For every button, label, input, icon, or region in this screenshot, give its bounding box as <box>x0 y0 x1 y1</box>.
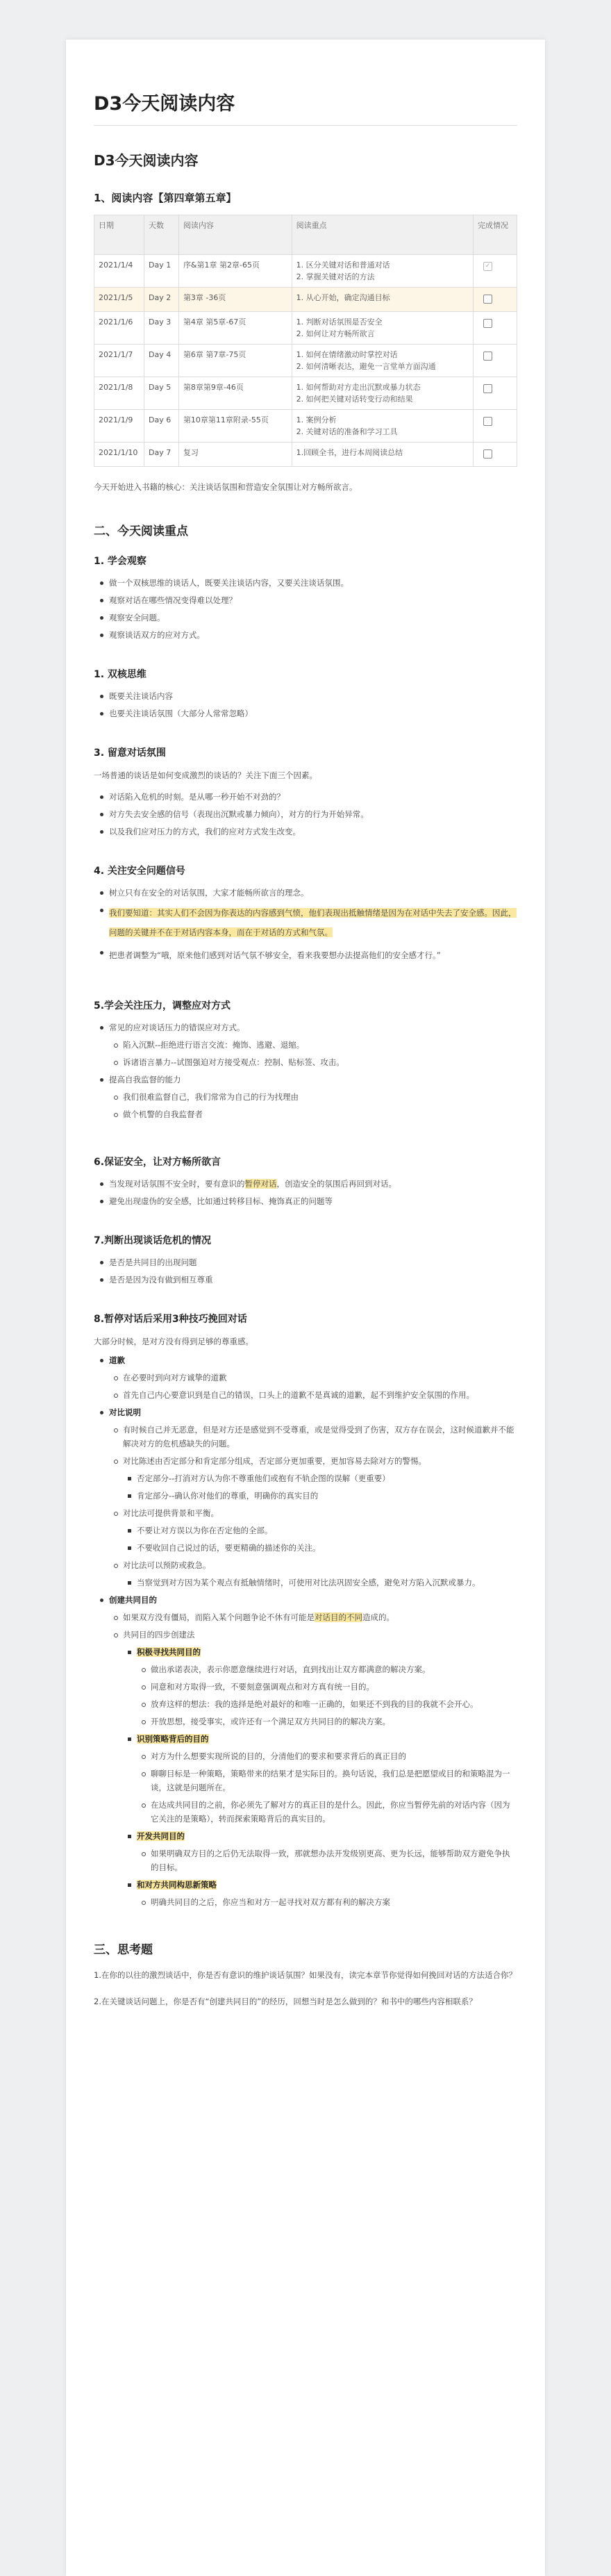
focus-line: 2. 掌握关键对话的方法 <box>296 272 375 281</box>
sub-list <box>109 1610 517 1909</box>
cell-date: 2021/1/6 <box>94 312 144 345</box>
cell-day: Day 1 <box>144 255 178 288</box>
step-item <box>137 1829 517 1874</box>
focus-line: 1. 如何帮助对方走出沉默或暴力状态 <box>296 383 421 392</box>
table-row <box>94 312 517 345</box>
apology-title: 道歉 <box>109 1355 125 1365</box>
point8-list <box>94 1353 517 1909</box>
checkbox[interactable] <box>483 449 492 459</box>
list-item <box>109 1405 517 1590</box>
focus-line: 2. 如何让对方畅所欲言 <box>296 329 375 338</box>
sub-sub-list <box>123 1576 517 1590</box>
checkbox[interactable] <box>483 319 492 328</box>
sub-list-item <box>123 1628 517 1909</box>
sub-sub-list-item: 不要让对方误以为你在否定他的全部。 <box>137 1524 517 1537</box>
step-title: 积极寻找共同目的 <box>137 1647 201 1657</box>
point3-list <box>94 790 517 839</box>
common-purpose-title: 创建共同目的 <box>109 1595 157 1605</box>
step-detail: 对方为什么想要实现所说的目的，分清他们的要求和要求背后的真正目的 <box>151 1749 517 1763</box>
list-item: 对话陷入危机的时刻。是从哪一秒开始不对劲的？ <box>109 790 517 804</box>
point8-heading: 8.暂停对话后采用3种技巧挽回对话 <box>94 1314 247 1325</box>
highlighted-text: 对话目的不同 <box>315 1612 362 1622</box>
sub-list <box>109 1423 517 1590</box>
document-content <box>94 40 517 2020</box>
sub-list-item <box>123 1610 517 1624</box>
focus-line: 1. 案例分析 <box>296 415 337 424</box>
cell-content: 第8章第9章-46页 <box>178 377 292 410</box>
sub-list-item: 陷入沉默--拒绝进行语言交流：掩饰、逃避、退缩。 <box>123 1038 517 1052</box>
sub-list-item <box>123 1558 517 1590</box>
cell-done <box>474 255 517 288</box>
table-row <box>94 345 517 377</box>
cell-content: 复习 <box>178 443 292 467</box>
step-detail: 开放思想，接受事实，或许还有一个满足双方共同目的的解决方案。 <box>151 1715 517 1728</box>
header-date: 日期 <box>94 215 144 255</box>
point7-list <box>94 1255 517 1287</box>
cell-focus <box>292 288 473 312</box>
list-item: 是否是共同目的出现问题 <box>109 1255 517 1269</box>
steps-list <box>123 1645 517 1909</box>
list-item: 既要关注谈话内容 <box>109 689 517 703</box>
point6-list <box>94 1177 517 1208</box>
sub-list-item: 首先自己内心要意识到是自己的错误，口头上的道歉不是真诚的道歉，起不到维护安全氛围的作用。 <box>123 1388 517 1402</box>
cell-content: 第10章第11章附录-55页 <box>178 410 292 443</box>
sub-list-item: 我们很难监督自己，我们常常为自己的行为找理由 <box>123 1090 517 1104</box>
step-detail: 明确共同目的之后，你应当和对方一起寻找对双方都有利的解决方案 <box>151 1895 517 1909</box>
list-item: 是否是因为没有做到相互尊重 <box>109 1273 517 1287</box>
header-focus: 阅读重点 <box>292 215 473 255</box>
cell-done <box>474 410 517 443</box>
focus-line: 2. 关键对话的准备和学习工具 <box>296 427 398 436</box>
highlighted-text: 暂停对话 <box>244 1179 277 1189</box>
focus-line: 1. 判断对话氛围是否安全 <box>296 317 383 327</box>
step-detail-list <box>137 1749 517 1826</box>
sub-list-text: 对比法可提供背景和平衡。 <box>123 1508 219 1518</box>
cell-date: 2021/1/4 <box>94 255 144 288</box>
sub-list-text: 共同目的四步创建法 <box>123 1630 195 1640</box>
sub-list-item: 有时候自己并无恶意，但是对方还是感觉到不受尊重，或是觉得受到了伤害，双方存在误会，这时候道歉并不能解决对方的危机感缺失的问题。 <box>123 1423 517 1451</box>
step-detail: 在达成共同目的之前，你必须先了解对方的真正目的是什么。因此，你应当暂停先前的对话内容（因为它关注的是策略），转而探索策略背后的真实目的。 <box>151 1798 517 1826</box>
step-title: 开发共同目的 <box>137 1831 185 1841</box>
point1-list <box>94 576 517 642</box>
point5-list <box>94 1021 517 1121</box>
checkbox-checked[interactable]: ✓ <box>483 262 492 271</box>
checkbox[interactable] <box>483 352 492 361</box>
point5-heading: 5.学会关注压力，调整应对方式 <box>94 1000 231 1012</box>
text-segment: 如果双方没有僵局，而陷入某个问题争论不休有可能是 <box>123 1612 315 1622</box>
list-item: 做一个双核思维的谈话人，既要关注谈话内容，又要关注谈话氛围。 <box>109 576 517 590</box>
step-detail-list <box>137 1847 517 1874</box>
cell-content: 第3章 -36页 <box>178 288 292 312</box>
header-day: 天数 <box>144 215 178 255</box>
cell-focus <box>292 255 473 288</box>
cell-focus <box>292 345 473 377</box>
list-item <box>109 1593 517 1909</box>
header-done: 完成情况 <box>474 215 517 255</box>
text-segment: 造成的。 <box>362 1612 394 1622</box>
sub-sub-list-item: 不要收回自己说过的话，要更精确的描述你的关注。 <box>137 1541 517 1555</box>
table-row <box>94 255 517 288</box>
list-item: 树立只有在安全的对话氛围，大家才能畅所欲言的理念。 <box>109 886 517 900</box>
header-content: 阅读内容 <box>178 215 292 255</box>
checkbox[interactable] <box>483 384 492 393</box>
point4-list <box>94 886 517 965</box>
sub-list <box>109 1090 517 1121</box>
list-item: 观察对话在哪些情况变得难以处理？ <box>109 593 517 607</box>
step-title: 识别策略背后的目的 <box>137 1734 209 1744</box>
list-item: 观察安全问题。 <box>109 611 517 625</box>
sub-list <box>109 1038 517 1069</box>
sub-sub-list-item: 否定部分--打消对方认为你不尊重他们或抱有不轨企图的误解（更重要） <box>137 1471 517 1485</box>
step-detail: 同意和对方取得一致，不要刻意强调观点和对方真有统一目的。 <box>151 1680 517 1694</box>
sub-list-item: 诉诸语言暴力--试图强迫对方接受观点：控制、贴标签、攻击。 <box>123 1055 517 1069</box>
text-segment: 当发现对话氛围不安全时，要有意识的 <box>109 1179 245 1189</box>
sub-list-text: 对比陈述由否定部分和肯定部分组成，否定部分更加重要，更加容易去除对方的警惕。 <box>123 1456 426 1466</box>
focus-line: 2. 如何清晰表达，避免一言堂单方面沟通 <box>296 362 436 371</box>
list-item-text: 常见的应对谈话压力的错误应对方式。 <box>109 1023 245 1032</box>
sub-list-item: 在必要时到向对方诚挚的道歉 <box>123 1371 517 1385</box>
list-item <box>109 1177 517 1191</box>
point7-heading: 7.判断出现谈话危机的情况 <box>94 1235 212 1246</box>
step-title: 和对方共同构思新策略 <box>137 1880 217 1890</box>
contrast-title: 对比说明 <box>109 1407 141 1417</box>
step-detail: 聊聊目标是一种策略，策略带来的结果才是实际目的。换句话说，我们总是把愿望或目的和策略混为一谈，这就是问题所在。 <box>151 1767 517 1794</box>
step-detail: 做出承诺表决，表示你愿意继续进行对话，直到找出让双方都满意的解决方案。 <box>151 1662 517 1676</box>
cell-focus <box>292 312 473 345</box>
cell-day: Day 3 <box>144 312 178 345</box>
section-questions-heading: 三、思考题 <box>94 1943 153 1957</box>
list-item: 避免出现虚伪的安全感，比如通过转移目标、掩饰真正的问题等 <box>109 1194 517 1208</box>
cell-done <box>474 377 517 410</box>
sub-sub-list <box>123 1471 517 1503</box>
cell-date: 2021/1/5 <box>94 288 144 312</box>
list-item <box>109 1353 517 1402</box>
intro-paragraph: 今天开始进入书籍的核心：关注谈话氛围和营造安全氛围让对方畅所欲言。 <box>94 482 358 492</box>
sub-list <box>109 1371 517 1402</box>
cell-date: 2021/1/8 <box>94 377 144 410</box>
list-item <box>109 1021 517 1069</box>
focus-line: 1.回顾全书，进行本周阅读总结 <box>296 448 403 457</box>
focus-line: 1. 区分关键对话和普通对话 <box>296 261 390 270</box>
sub-list-text: 对比法可以预防或救急。 <box>123 1560 211 1570</box>
cell-focus <box>292 410 473 443</box>
sub-list-item: 做个机警的自我监督者 <box>123 1107 517 1121</box>
table-row <box>94 443 517 467</box>
list-item: 也要关注谈话氛围（大部分人常常忽略） <box>109 707 517 720</box>
highlighted-text: 我们要知道：其实人们不会因为你表达的内容感到气愤，他们表现出抵触情绪是因为在对话中失去了安全感。因此，问题的关键并不在于对话内容本身，而在于对话的方式和气氛。 <box>109 908 517 937</box>
list-item: 观察谈话双方的应对方式。 <box>109 628 517 642</box>
document-title: D3今天阅读内容 <box>94 88 517 126</box>
cell-done <box>474 312 517 345</box>
cell-date: 2021/1/7 <box>94 345 144 377</box>
question-item: 2.在关键谈话问题上，你是否有“创建共同目的”的经历，回想当时是怎么做到的？和书中的哪些内容相联系？ <box>94 1997 477 2006</box>
cell-date: 2021/1/10 <box>94 443 144 467</box>
checkbox[interactable] <box>483 417 492 426</box>
cell-done <box>474 288 517 312</box>
step-item <box>137 1732 517 1826</box>
sub-list-item <box>123 1454 517 1503</box>
document-page <box>66 40 545 2576</box>
cell-content: 第4章 第5章-67页 <box>178 312 292 345</box>
section-reading-heading: 1、阅读内容【第四章第五章】 <box>94 192 237 204</box>
step-item <box>137 1645 517 1728</box>
cell-content: 第6章 第7章-75页 <box>178 345 292 377</box>
list-item: 对方失去安全感的信号（表现出沉默或暴力倾向），对方的行为开始异常。 <box>109 807 517 821</box>
list-item <box>109 1073 517 1121</box>
focus-line: 1. 从心开始，确定沟通目标 <box>296 293 390 302</box>
table-header-row <box>94 215 517 255</box>
point2-list <box>94 689 517 720</box>
list-item: 以及我们应对压力的方式，我们的应对方式发生改变。 <box>109 825 517 839</box>
cell-done <box>474 443 517 467</box>
cell-done <box>474 345 517 377</box>
cell-day: Day 6 <box>144 410 178 443</box>
checkbox[interactable] <box>483 295 492 304</box>
point2-heading: 1. 双核思维 <box>94 669 147 680</box>
point4-heading: 4. 关注安全问题信号 <box>94 866 185 877</box>
step-item <box>137 1878 517 1909</box>
cell-day: Day 2 <box>144 288 178 312</box>
focus-line: 1. 如何在情绪激动时掌控对话 <box>296 350 398 359</box>
section-focus-heading: 二、今天阅读重点 <box>94 525 188 538</box>
table-row <box>94 410 517 443</box>
cell-content: 序&第1章 第2章-65页 <box>178 255 292 288</box>
list-item: 把患者调整为“哦，原来他们感到对话气氛不够安全，看来我要想办法提高他们的安全感才行。” <box>109 946 517 965</box>
question-item: 1.在你的以往的激烈谈话中，你是否有意识的维护谈话氛围？如果没有，读完本章节你觉得如何挽回对话的方法适合你？ <box>94 1970 517 1980</box>
sub-sub-list <box>123 1524 517 1555</box>
reading-plan-table <box>94 215 517 467</box>
table-row <box>94 288 517 312</box>
cell-date: 2021/1/9 <box>94 410 144 443</box>
subtitle: D3今天阅读内容 <box>94 152 199 169</box>
focus-line: 2. 如何把关键对话转变行动和结果 <box>296 395 413 404</box>
table-row <box>94 377 517 410</box>
step-detail: 如果明确双方目的之后仍无法取得一致，那就想办法开发级别更高、更为长远，能够帮助双方避免争执的目标。 <box>151 1847 517 1874</box>
cell-focus <box>292 377 473 410</box>
cell-focus <box>292 443 473 467</box>
sub-sub-list-item: 当察觉到对方因为某个观点有抵触情绪时，可使用对比法巩固安全感，避免对方陷入沉默或暴力。 <box>137 1576 517 1590</box>
step-detail-list <box>137 1662 517 1728</box>
sub-sub-list-item: 肯定部分--确认你对他们的尊重，明确你的真实目的 <box>137 1489 517 1503</box>
point8-intro: 大部分时候，是对方没有得到足够的尊重感。 <box>94 1337 253 1346</box>
point3-heading: 3. 留意对话氛围 <box>94 748 166 759</box>
point6-heading: 6.保证安全，让对方畅所欲言 <box>94 1157 221 1168</box>
cell-day: Day 7 <box>144 443 178 467</box>
list-item-highlighted <box>109 903 517 942</box>
cell-day: Day 5 <box>144 377 178 410</box>
list-item-text: 提高自我监督的能力 <box>109 1075 181 1084</box>
cell-day: Day 4 <box>144 345 178 377</box>
step-detail: 放弃这样的想法：我的选择是绝对最好的和唯一正确的，如果还不到我的目的我就不会开心。 <box>151 1697 517 1711</box>
point3-intro: 一场普通的谈话是如何变成激烈的谈话的？关注下面三个因素。 <box>94 770 317 780</box>
sub-list-item <box>123 1506 517 1555</box>
text-segment: ，创造安全的氛围后再回到对话。 <box>276 1179 396 1189</box>
point1-heading: 1. 学会观察 <box>94 556 147 567</box>
step-detail-list <box>137 1895 517 1909</box>
